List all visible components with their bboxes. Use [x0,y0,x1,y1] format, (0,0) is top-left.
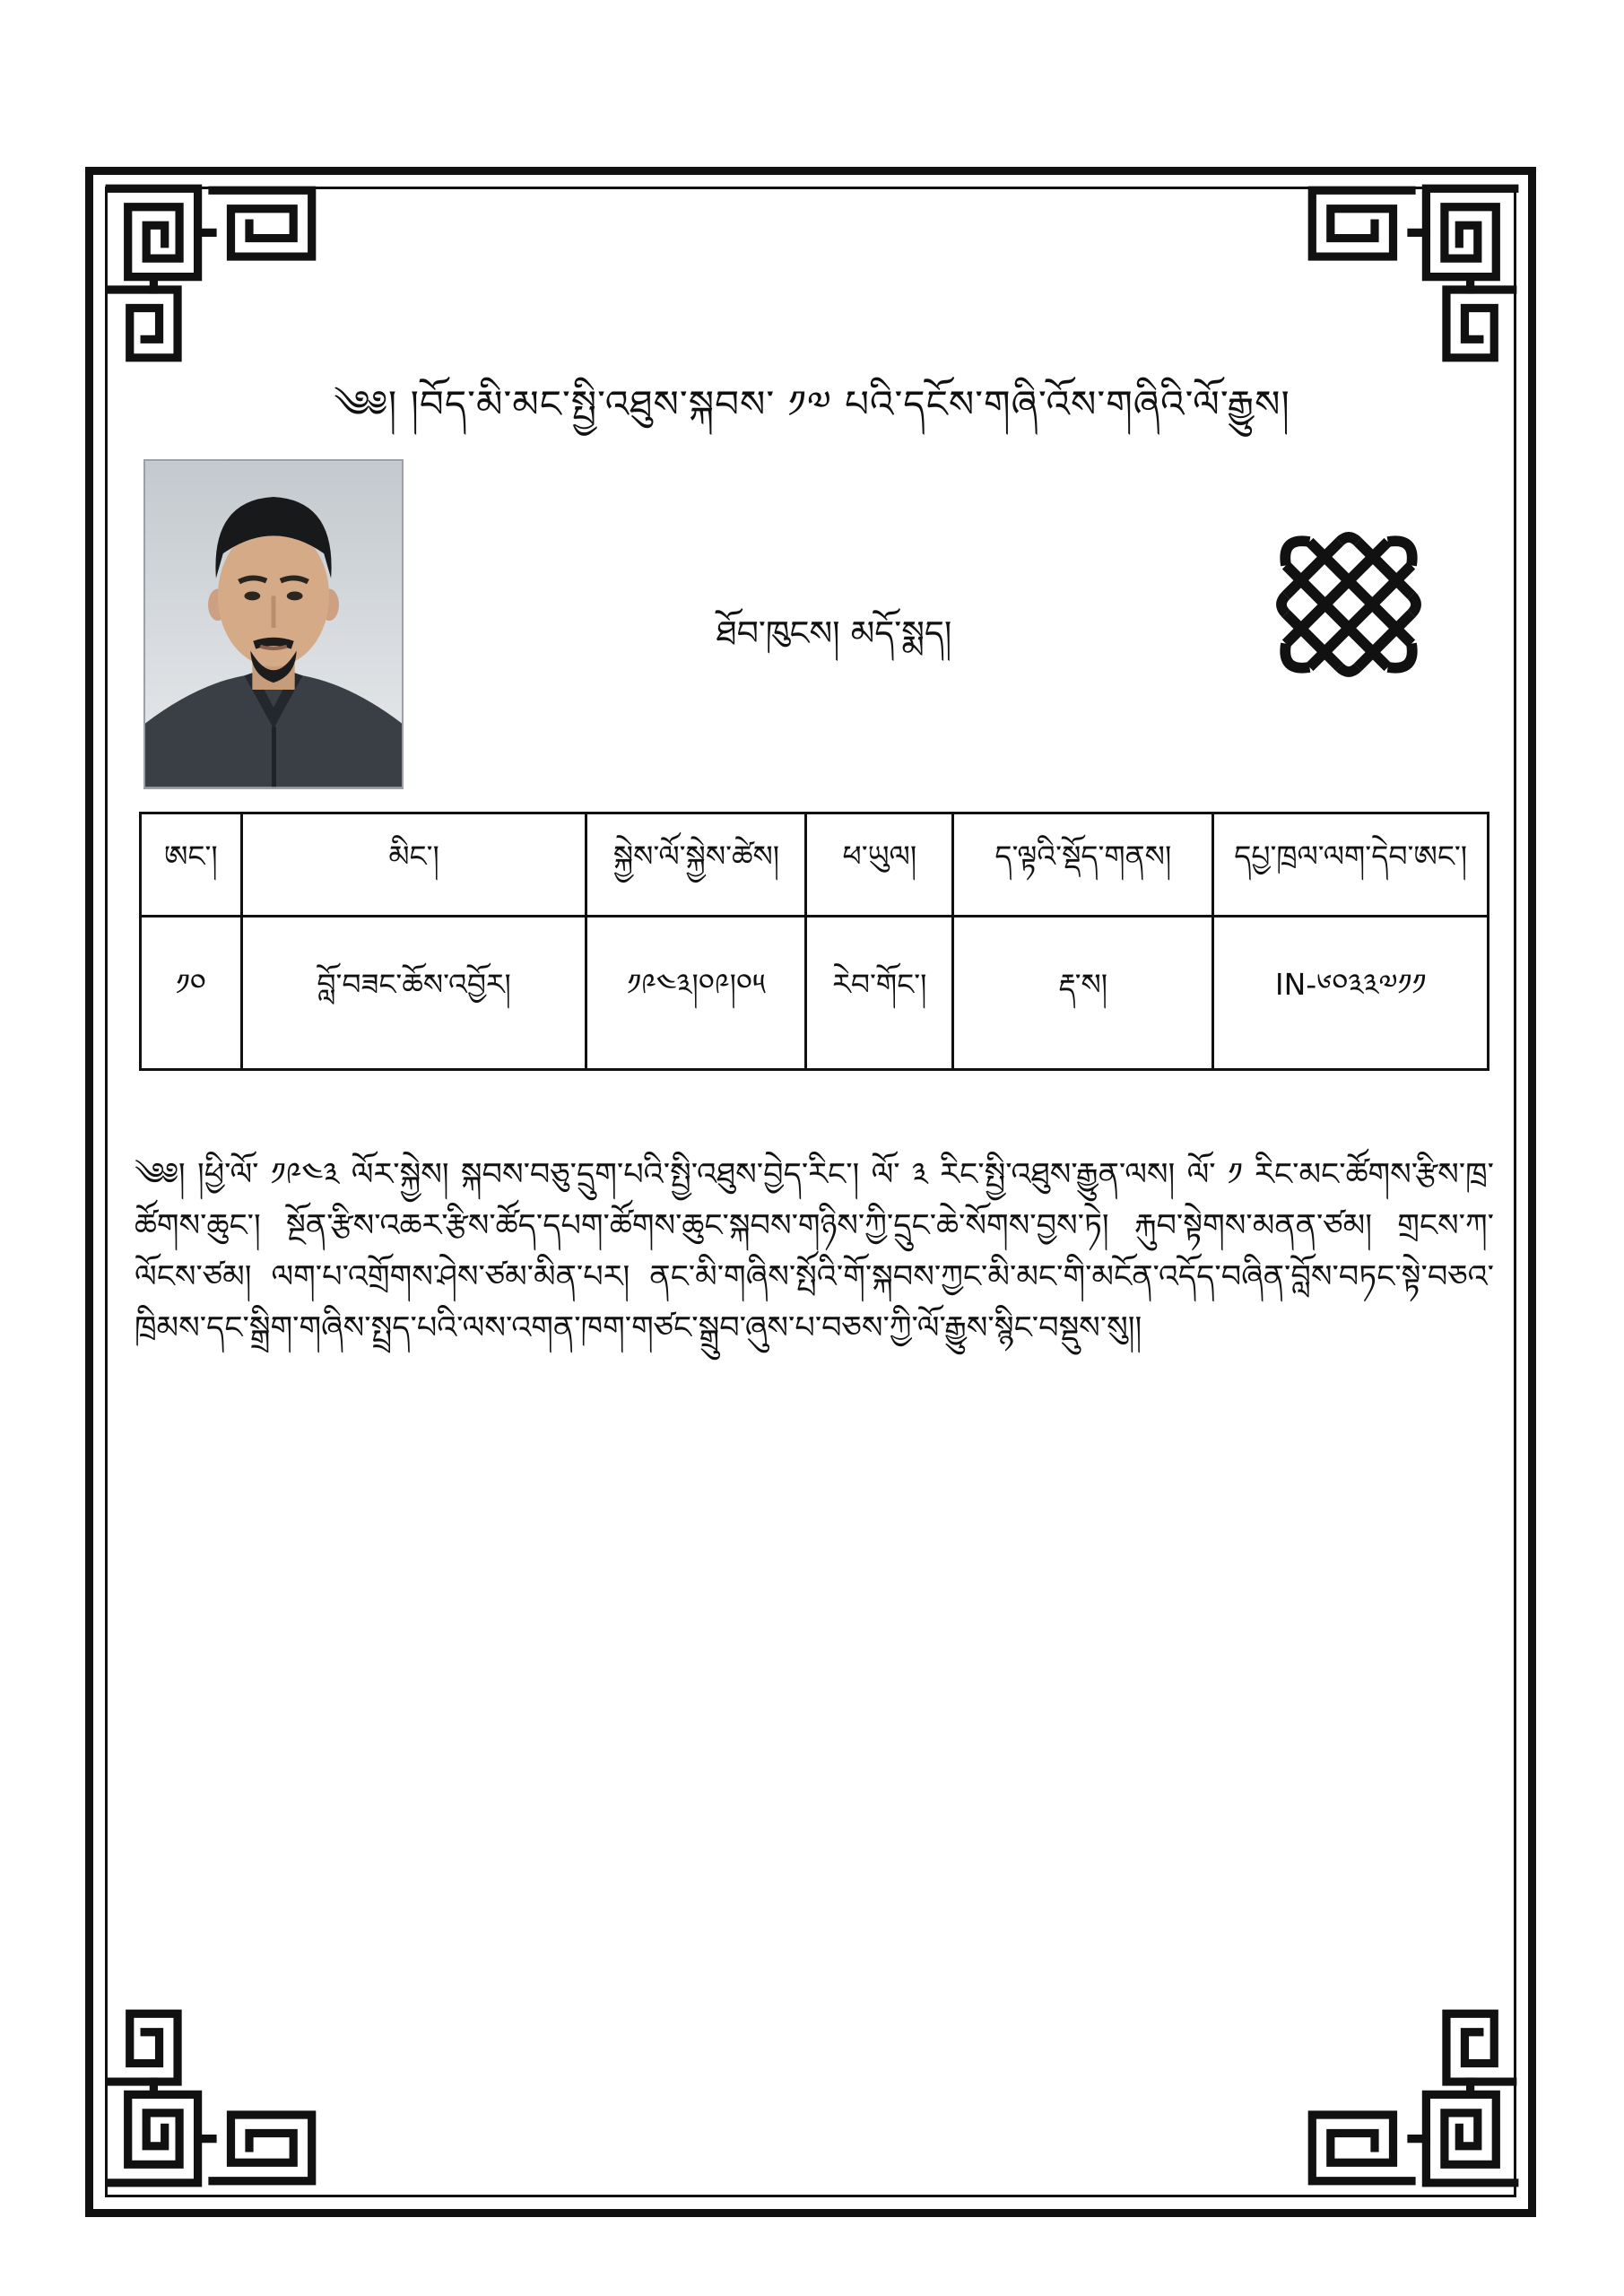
homeland-cell: རེབ་གོང་། [806,917,953,1070]
serial-cell: ༡༠ [141,917,242,1070]
col-serial-header: ཨང་། [141,813,242,917]
col-residence-header: ད་ལྟའི་སྡོད་གནས། [953,813,1213,917]
dob-cell: ༡༩༤༣།༠༩།༠༥ [586,917,806,1070]
endless-knot-icon [1216,470,1481,739]
biography-text: ༄༅། །ཕྱི་ལོ་ ༡༩༤༣ ལོར་སྐྱེས། སྐབས་བཅུ་དྲུག་པའི་སྤྱི་འཐུས་བྱེད་རིང་། ལོ་ ༣ རིང་སྤྱི་འཐུས་རྒྱུན་ལས། ལོ་ ༡ རིང་མང་ཚོགས་རྩིས་ཁྲ་ཚོགས་ཆུང་། སྔོན་རྩིས་འཆར་རྩིས་ཚོད་དཔག་ཚོགས་ཆུང་སྐབས་གཉིས་ཀྱི་དྲུང་ཆེ་སོགས་བྱས་ཏེ། རྐུབ་སྟེགས་མནན་ཙམ། གྲངས་ཀ་ལོངས་ཙམ། ལག་པ་འགྲོགས་ཤེས་ཙམ་མིན་པར། ནང་མི་གཞིས་སྤོའི་གོ་སྐབས་ཀྱང་མི་མང་གི་མངོན་འདོད་བཞིན་བློས་བཏང་སྟེ་བཅའ་ཁྲིམས་དང་སྒྲིག་གཞིས་སྤྲད་པའི་ལས་འགན་ཁག་གཙང་སྒྲུབ་ཞུས་པ་བཅས་ཀྱི་ལོ་རྒྱུས་སྙིང་བསྡུས་སུ།། [135,1157,1494,1346]
corner-fret-icon [1299,2006,1524,2190]
table-header-row [141,813,1489,917]
residence-cell: རྡ་ས། [953,917,1213,1070]
col-homeland-header: ཕ་ཡུལ། [806,813,953,917]
portrait-illustration [145,461,402,787]
greenbook-cell: IN-༦༠༣༣༧༡༡ [1213,917,1489,1070]
col-greenbook-header: དཔྱ་ཁྲལ་ལག་དེབ་ཨང་། [1213,813,1489,917]
col-dob-header: སྐྱེས་ལོ་སྐྱེས་ཚེས། [586,813,806,917]
table-row [141,917,1489,1070]
corner-fret-icon [1299,181,1524,365]
col-name-header: མིང་། [241,813,586,917]
constituency-label: ཐོབ་ཁུངས། མདོ་སྨད། [716,613,952,653]
corner-fret-icon [100,181,325,365]
corner-fret-icon [100,2006,325,2190]
candidate-table [139,812,1489,1071]
name-cell: བློ་བཟང་ཆོས་འབྱོར། [241,917,586,1070]
candidate-photo [143,459,404,789]
page-title: ༄༅། །བོད་མི་མང་སྤྱི་འཐུས་སྐབས་ ༡༧ པའི་དངོས་གཞི་འོས་གཞིའི་ལོ་རྒྱུས། [334,382,1290,426]
